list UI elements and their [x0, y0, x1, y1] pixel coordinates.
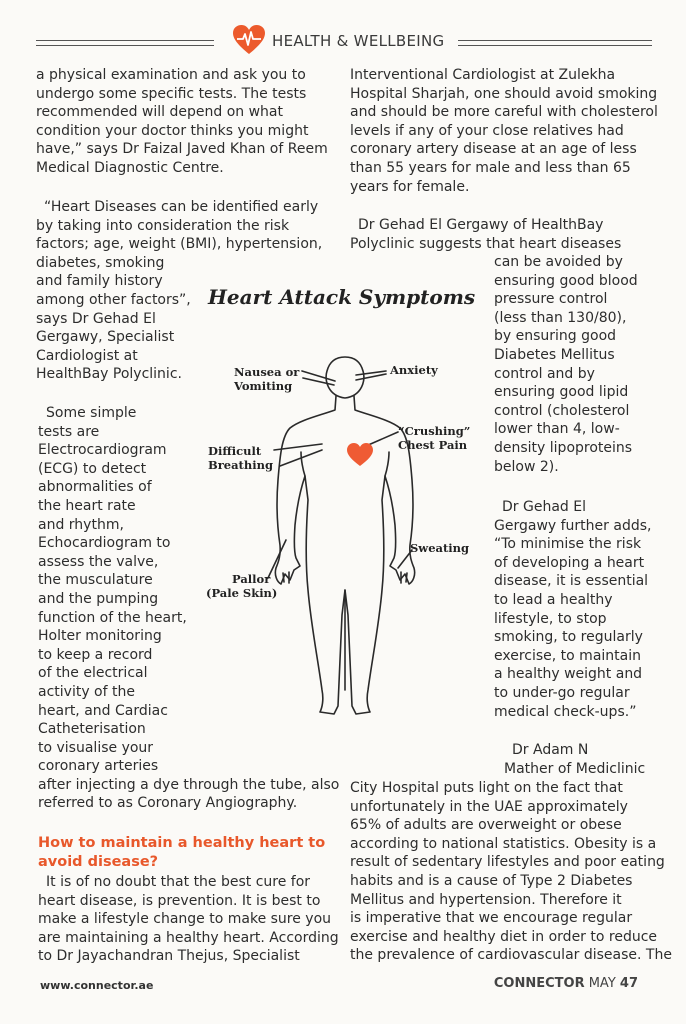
- symptom-label-breathing: Difficult Breathing: [208, 444, 273, 472]
- symptom-label-sweating: Sweating: [410, 541, 470, 555]
- article-paragraph: Dr Adam N Mather of Mediclinic: [504, 742, 646, 777]
- article-paragraph: “Heart Diseases can be identified early by taking into consideration the risk factors; age, weight (BMI), hypertension, diabetes, smoking and family history among other factors”, says Dr Gehad El Gergawy, Specialist Cardiologist at HealthBay Polyclinic.: [36, 199, 323, 383]
- article-paragraph: Dr Gehad El Gergawy further adds, “To minimise the risk of developing a heart disease, it is essential to lead a healthy lifestyle, to stop smoking, to regularly exercise, to maintain a healthy weight and to under-go regular medical check-ups.”: [494, 499, 652, 720]
- pointer-anxiety: [356, 371, 386, 380]
- article-paragraph: Dr Gehad El Gergawy of HealthBay Polyclinic suggests that heart diseases: [350, 217, 622, 252]
- pointer-nausea: [302, 371, 335, 385]
- diagram-title: Heart Attack Symptoms: [208, 285, 476, 309]
- article-paragraph: City Hospital puts light on the fact that unfortunately in the UAE approximately 65% of adults are overweight or obese according to national statistics. Obesity is a result of sedentary lifestyles and poor eating habits and is a cause of Type 2 Diabetes Mellitus and hypertension. Therefore it is imperative that we encourage regular exercise and healthy diet in order to reduce the prevalence of cardiovascular disease. The: [350, 780, 672, 964]
- article-paragraph: Interventional Cardiologist at Zulekha Hospital Sharjah, one should avoid smoking and should be more careful with cholesterol levels if any of your close relatives had coronary artery disease at an age of less than 55 years for male and less than 65 years for female.: [350, 67, 658, 195]
- article-paragraph: a physical examination and ask you to undergo some specific tests. The tests recommended will depend on what condition your doctor thinks you might have,” says Dr Faizal Javed Khan of Reem Medical Diagnostic Centre.: [36, 67, 328, 176]
- symptom-label-pallor: Pallor (Pale Skin): [206, 572, 278, 600]
- article-paragraph: can be avoided by ensuring good blood pressure control (less than 130/80), by ensuring good Diabetes Mellitus control and by ensuring good lipid control (cholesterol lower than 4, low- density lipoproteins below 2).: [494, 254, 638, 475]
- pointer-chest: [366, 432, 398, 446]
- magazine-name: CONNECTOR: [493, 976, 585, 991]
- symptom-label-anxiety: Anxiety: [390, 363, 438, 377]
- symptom-label-chest-pain: “Crushing” Chest Pain: [398, 424, 471, 452]
- issue-month: MAY: [588, 976, 616, 991]
- article-paragraph: Some simple tests are Electrocardiogram (ECG) to detect abnormalities of the heart rate and rhythm, Echocardiogram to assess the valve, the musculature and the pumping function of the heart, Holter monitoring to keep a record of the electrical activity of the heart, and Cardiac Catheterisation to visualise your coronary arteries after injecting a dye through the tube, also referred to as Coronary Angiography.: [38, 405, 340, 812]
- footer-url: www.connector.ae: [40, 979, 154, 992]
- footer-page-info: [494, 976, 638, 991]
- section-heading: How to maintain a healthy heart to avoid disease?: [38, 835, 326, 870]
- symptom-label-nausea: Nausea or Vomiting: [234, 365, 300, 393]
- section-title: HEALTH & WELLBEING: [272, 32, 445, 50]
- article-paragraph: It is of no doubt that the best cure for heart disease, is prevention. It is best to make a lifestyle change to make sure you are maintaining a healthy heart. According to Dr Jayachandran Thejus, Specialist: [38, 874, 339, 965]
- heart-icon: [347, 443, 373, 466]
- body-head: [326, 357, 364, 398]
- page-number: 47: [619, 976, 638, 991]
